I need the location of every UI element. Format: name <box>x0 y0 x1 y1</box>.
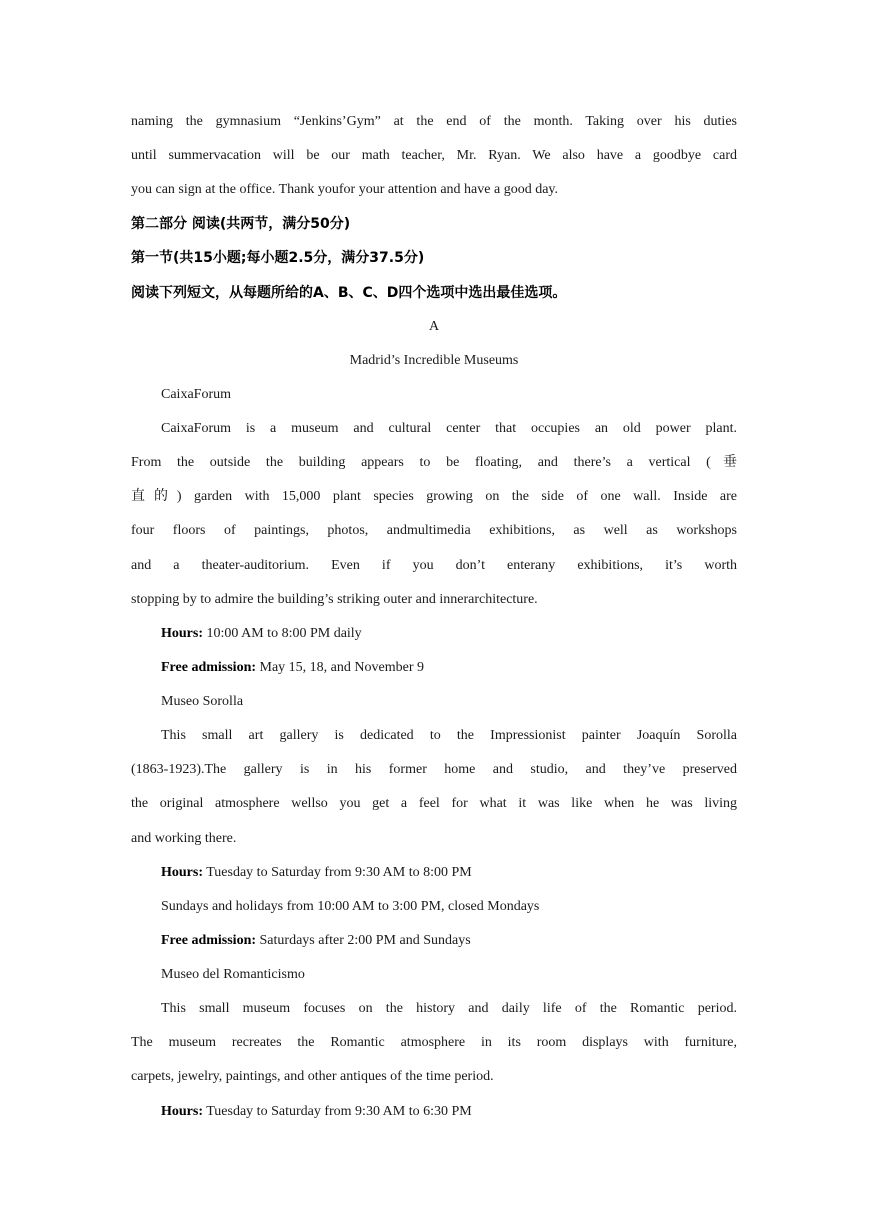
museum-name-caixaforum: CaixaForum <box>161 387 231 402</box>
passage-title: Madrid’s Incredible Museums <box>349 353 519 368</box>
intro-line-2: until summervacation will be our math teacher, Mr. Ryan. We also have a goodbye card <box>131 148 737 163</box>
free-admission-value: Saturdays after 2:00 PM and Sundays <box>256 933 471 948</box>
museum-name-sorolla: Museo Sorolla <box>161 694 244 709</box>
free-admission-value: May 15, 18, and November 9 <box>256 660 424 675</box>
hours-label: Hours: <box>161 1104 203 1119</box>
caixa-line-2: From the outside the building appears to be floating, and there’s a vertical (垂 <box>131 455 737 470</box>
museum-name-romanticismo: Museo del Romanticismo <box>161 967 305 982</box>
caixa-free-admission <box>161 658 737 678</box>
caixa-line-5: and a theater-auditorium. Even if you don’t enterany exhibitions, it’s worth <box>131 558 737 573</box>
romanticismo-hours <box>161 1102 737 1122</box>
hours-label: Hours: <box>161 626 203 641</box>
instruction-text: 阅读下列短文，从每题所给的A、B、C、D四个选项中选出最佳选项。 <box>131 285 567 301</box>
romanticismo-line-3: carpets, jewelry, paintings, and other antiques of the time period. <box>131 1069 494 1084</box>
caixa-line-4: four floors of paintings, photos, andmultimedia exhibitions, as well as workshops <box>131 523 737 538</box>
hours-value: 10:00 AM to 8:00 PM daily <box>203 626 362 641</box>
hours-value: Tuesday to Saturday from 9:30 AM to 6:30 PM <box>203 1104 472 1119</box>
free-admission-label: Free admission: <box>161 933 257 948</box>
caixa-line-1: CaixaForum is a museum and cultural center that occupies an old power plant. <box>161 421 737 436</box>
sorolla-line-3: the original atmosphere wellso you get a feel for what it was like when he was living <box>131 796 737 811</box>
caixa-line-6: stopping by to admire the building’s striking outer and innerarchitecture. <box>131 592 538 607</box>
free-admission-label: Free admission: <box>161 660 257 675</box>
sorolla-line-4: and working there. <box>131 831 237 846</box>
sorolla-free-admission <box>161 931 737 951</box>
part-heading: 第二部分 阅读(共两节，满分50分) <box>131 216 351 232</box>
sorolla-hours <box>161 863 737 883</box>
sorolla-line-1: This small art gallery is dedicated to the Impressionist painter Joaquín Sorolla <box>161 728 737 743</box>
caixa-line-3: 直的) garden with 15,000 plant species growing on the side of one wall. Inside are <box>131 489 737 504</box>
hours-label: Hours: <box>161 865 203 880</box>
romanticismo-line-1: This small museum focuses on the history and daily life of the Romantic period. <box>161 1001 737 1016</box>
intro-line-1: naming the gymnasium “Jenkins’Gym” at the end of the month. Taking over his duties <box>131 114 737 129</box>
caixa-hours <box>161 624 737 644</box>
hours-value: Tuesday to Saturday from 9:30 AM to 8:00 PM <box>203 865 472 880</box>
section-heading: 第一节(共15小题;每小题2.5分，满分37.5分) <box>131 250 425 266</box>
romanticismo-line-2: The museum recreates the Romantic atmosphere in its room displays with furniture, <box>131 1035 737 1050</box>
intro-line-3: you can sign at the office. Thank youfor your attention and have a good day. <box>131 182 559 197</box>
sorolla-hours-extra: Sundays and holidays from 10:00 AM to 3:00 PM, closed Mondays <box>161 899 540 914</box>
sorolla-line-2: (1863-1923).The gallery is in his former home and studio, and they’ve preserved <box>131 762 737 777</box>
passage-letter: A <box>428 319 440 334</box>
